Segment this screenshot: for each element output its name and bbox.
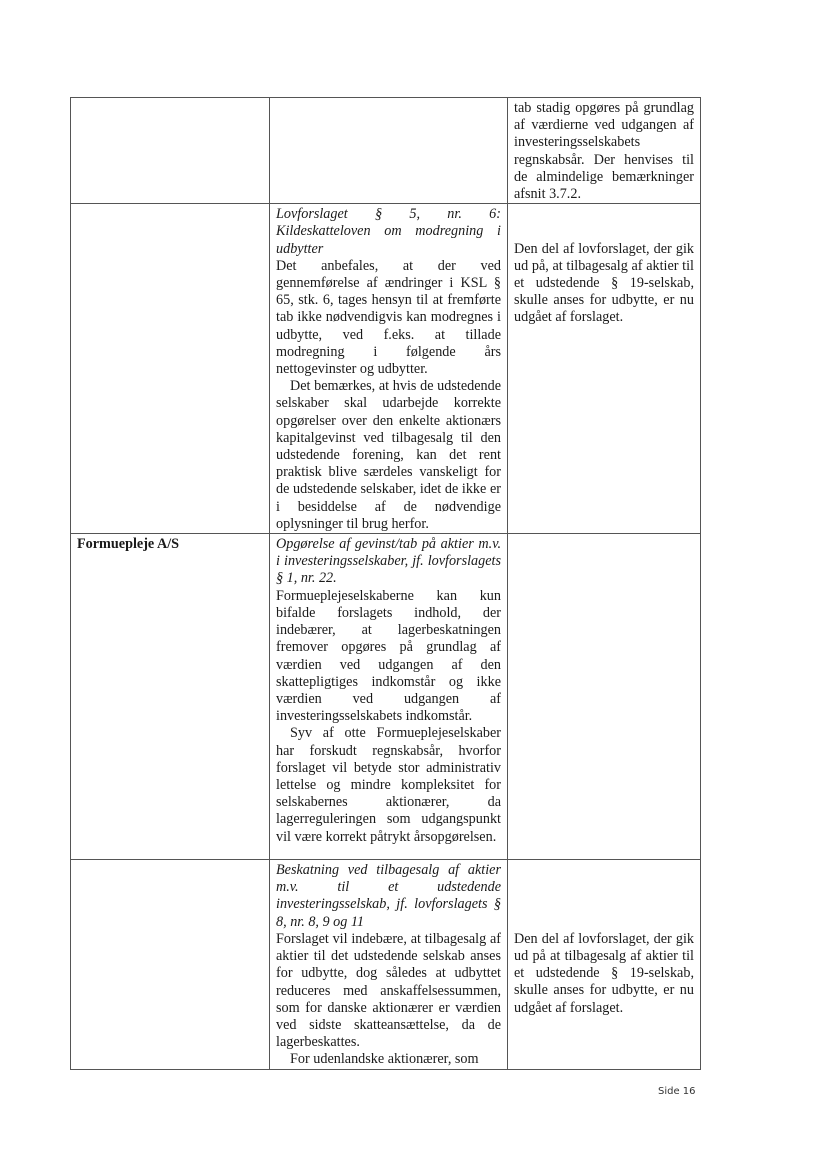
comment-paragraph: Det bemærkes, at hvis de udstedende selskaber skal udarbejde korrekte opgørelser over den enkelte aktionærs kapitalgevinst ved tilbagesalg til den udstedende forening, kan det rent praktisk blive særdeles vanskeligt for de udstedende selskaber, idet de ikke er i besiddelse af de nødvendige oplysninger til brug herfor. (276, 378, 501, 532)
comment-heading: Lovforslaget § 5, nr. 6: Kildeskatteloven om modregning i udbytter (276, 206, 501, 257)
response-cell (508, 204, 701, 534)
comment-paragraph: Forslaget vil indebære, at tilbagesalg af aktier til det udstedende selskab anses for udbytte, dog således at udbyttet reduceres med anskaffelsessummen, som for danske aktionærer er værdien ved sidste skatteansættelse, da de lagerbeskattes. (276, 930, 501, 1051)
table-row (71, 204, 701, 534)
response-cell: tab stadig opgøres på grundlag af værdierne ved udgangen af investeringsselskabets regnskabsår. Der henvises til de almindelige bemærkninger afsnit 3.7.2. (508, 98, 701, 204)
response-text: Den del af lovforslaget, der gik ud på at tilbagesalg af aktier til et udstedende § 19-selskab, skulle anses for udbytte, er nu udgået af forslaget. (514, 930, 694, 1016)
response-text: Den del af lovforslaget, der gik ud på, at tilbagesalg af aktier til et udstedende § 19-selskab, skulle anses for udbytte, er nu udgået af forslaget. (514, 240, 694, 326)
respondent-cell: Formuepleje A/S (71, 534, 270, 860)
comment-paragraph: For udenlandske aktionærer, som (290, 1051, 479, 1068)
comment-cell (270, 98, 508, 204)
respondent-cell (71, 860, 270, 1070)
comment-heading: Opgørelse af gevinst/tab på aktier m.v. i investeringsselskaber, jf. lovforslagets § 1, nr. 22. (276, 536, 501, 587)
table-row (71, 98, 701, 204)
comment-cell (270, 204, 508, 534)
comment-paragraph: Formueplejeselskaberne kan kun bifalde forslagets indhold, der indebærer, at lagerbeskatningen fremover opgøres på grundlag af værdien ved udgangen af den skattepligtiges indkomstår og ikke værdien ved udgangen af investeringsselskabets indkomstår. (276, 587, 501, 725)
page-number: Side 16 (658, 1086, 696, 1097)
comment-paragraph: Det anbefales, at der ved gennemførelse af ændringer i KSL § 65, stk. 6, tages hensyn til at fremførte tab ikke nødvendigvis kan modregnes i udbytte, ved f.eks. at tillade modregning i følgende års nettogevinster og udbytter. (276, 257, 501, 378)
table-row (71, 860, 701, 1070)
response-cell (508, 534, 701, 860)
comment-paragraph: Syv af otte Formueplejeselskaber har forskudt regnskabsår, hvorfor forslaget vil betyde stor administrativ lettelse og mindre kompleksitet for selskabernes aktionærer, da lagerreguleringen som udgangspunkt vil være korrekt påtrykt årsopgørelsen. (276, 725, 501, 845)
consultation-table (70, 97, 701, 1070)
comment-cell (270, 860, 508, 1070)
response-cell (508, 860, 701, 1070)
table-row (71, 534, 701, 860)
comment-cell (270, 534, 508, 860)
respondent-cell (71, 98, 270, 204)
comment-heading: Beskatning ved tilbagesalg af aktier m.v. til et udstedende investeringsselskab, jf. lovforslagets § 8, nr. 8, 9 og 11 (276, 862, 501, 930)
respondent-cell (71, 204, 270, 534)
